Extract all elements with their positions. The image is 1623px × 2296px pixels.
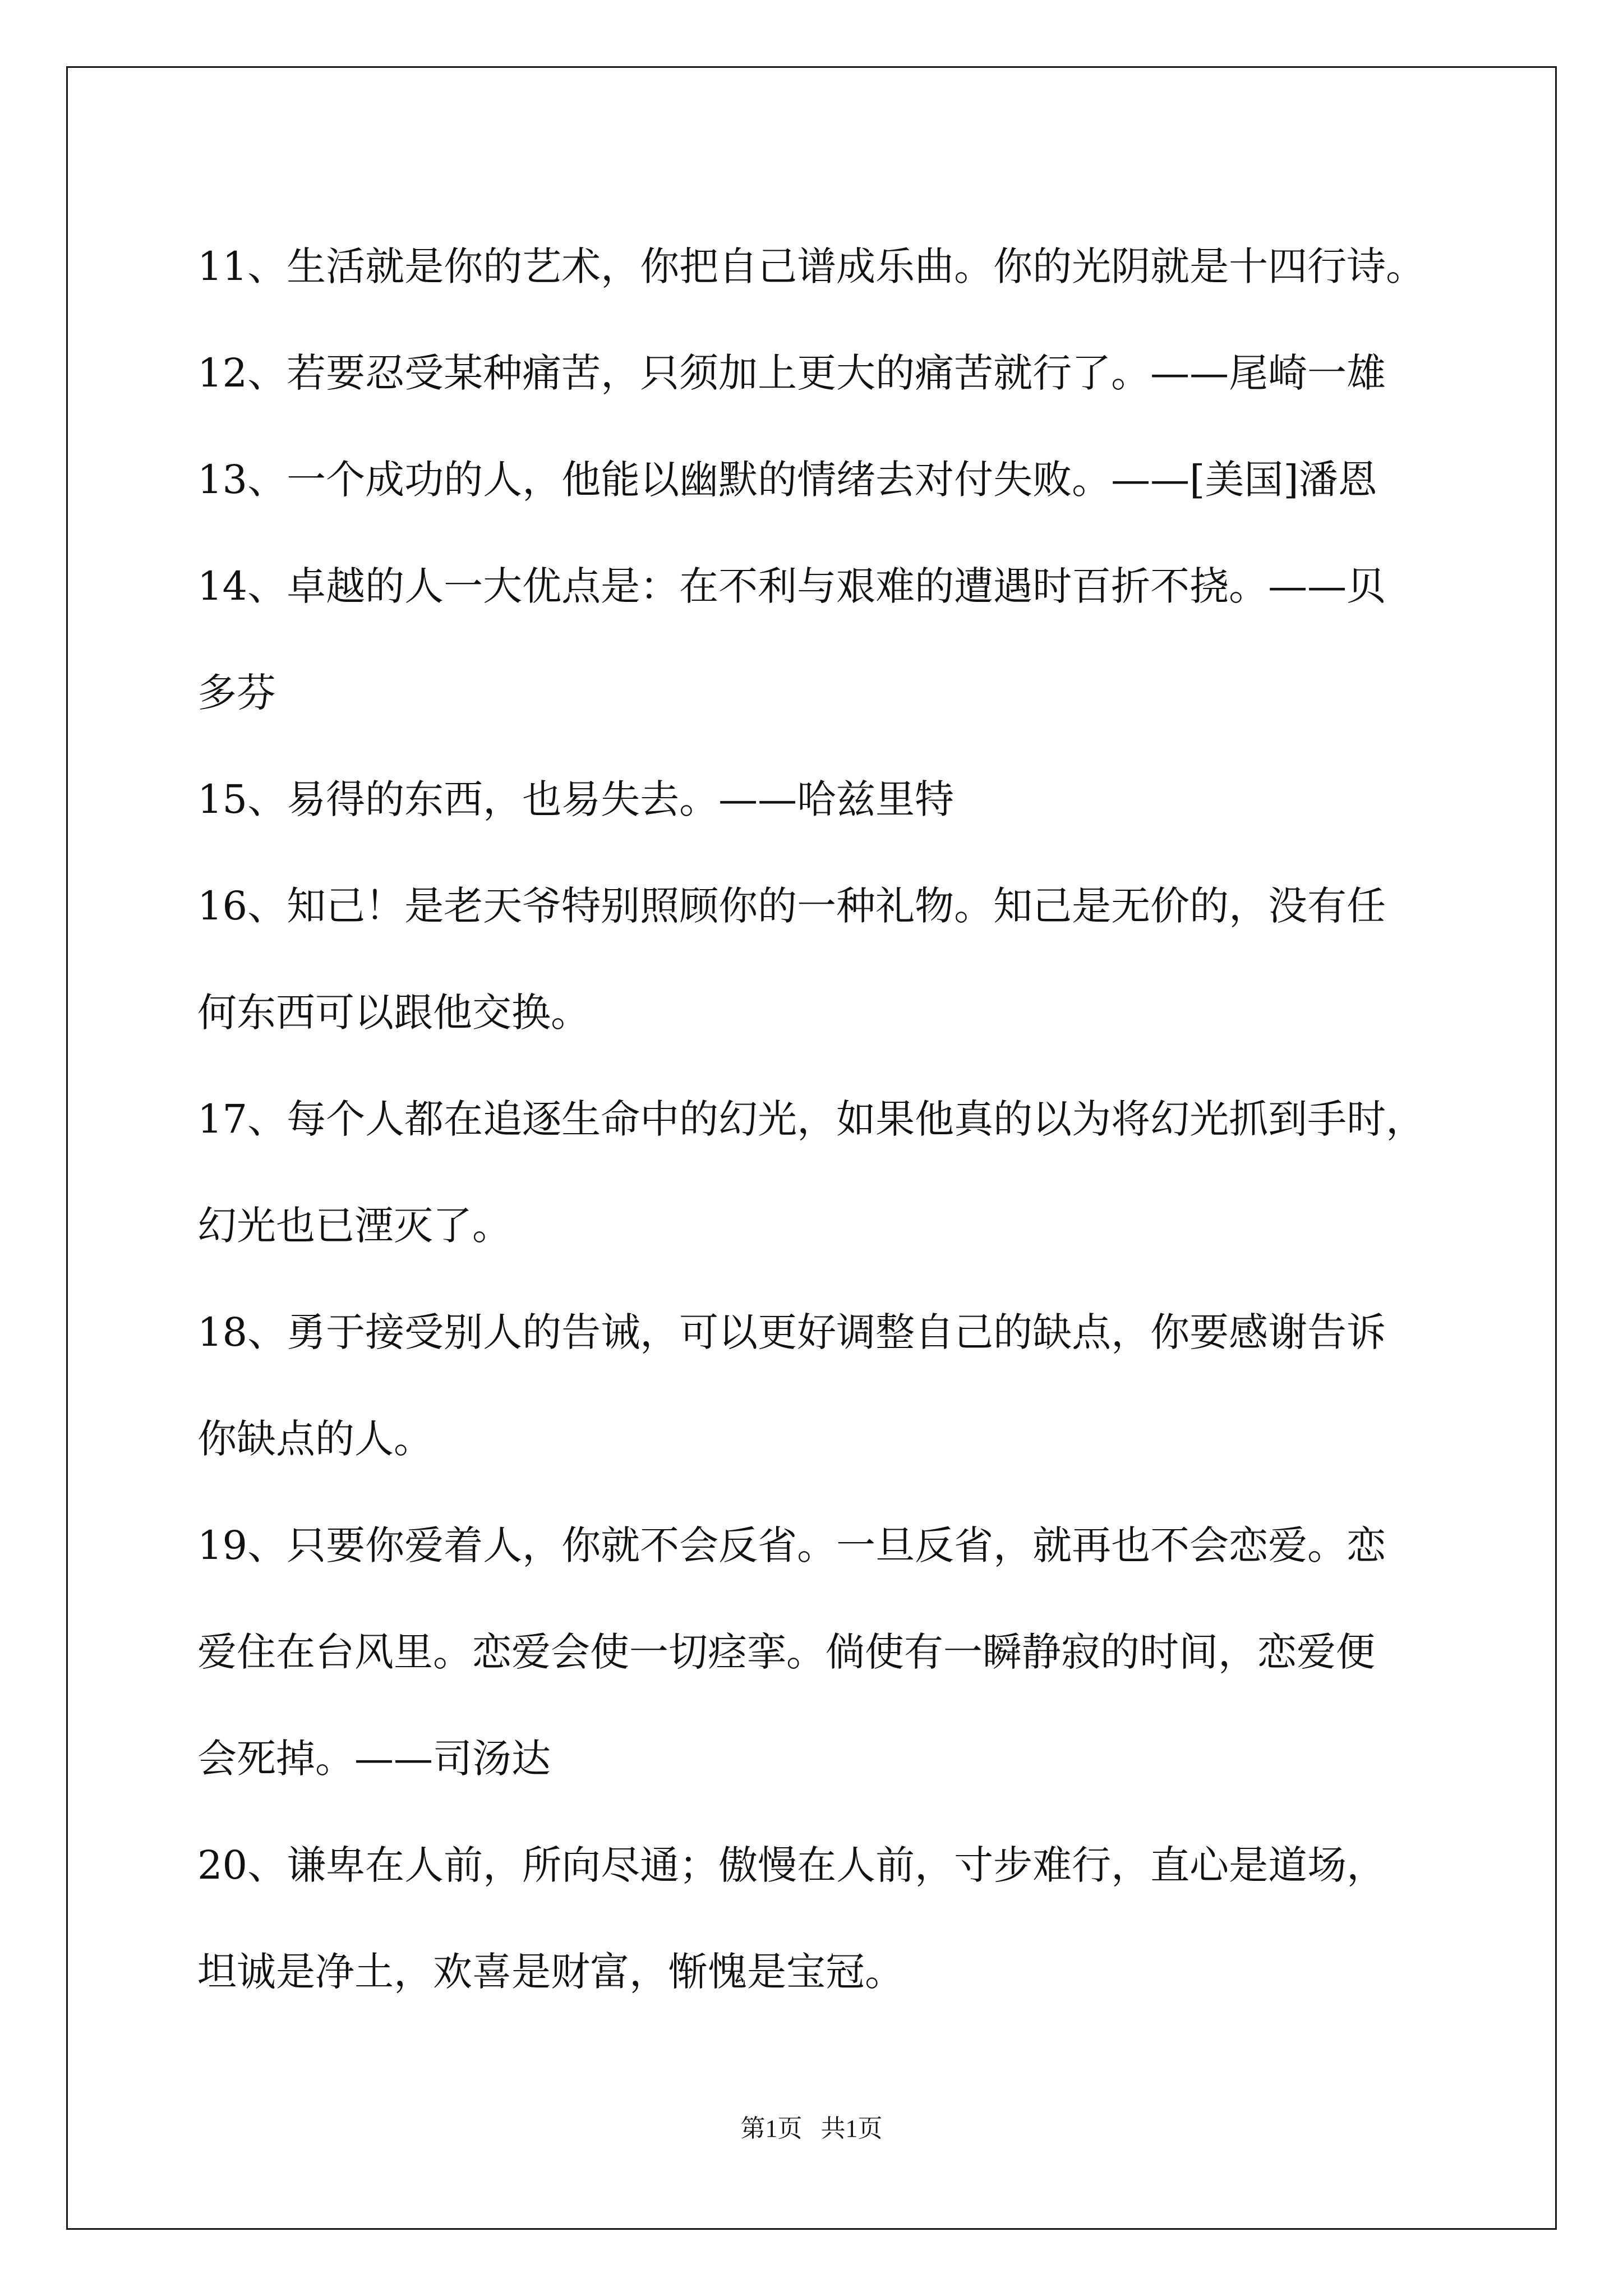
text-line: 何东西可以跟他交换。: [197, 990, 590, 1036]
text-line: 16、知己！是老天爷特别照顾你的一种礼物。知己是无价的，没有任: [197, 883, 1386, 929]
text-line: 你缺点的人。: [197, 1416, 433, 1462]
text-line: 爱住在台风里。恋爱会使一切痉挛。倘使有一瞬静寂的时间，恋爱便: [197, 1629, 1375, 1675]
text-line: 18、勇于接受别人的告诫，可以更好调整自己的缺点，你要感谢告诉: [197, 1309, 1386, 1355]
text-line: 坦诚是净土，欢喜是财富，惭愧是宝冠。: [197, 1949, 904, 1995]
text-line: 15、易得的东西，也易失去。——哈兹里特: [197, 776, 955, 822]
text-line: 会死掉。——司汤达: [197, 1736, 551, 1782]
text-line: 13、一个成功的人，他能以幽默的情绪去对付失败。——[美国]潘恩: [197, 457, 1377, 503]
text-line: 17、每个人都在追逐生命中的幻光，如果他真的以为将幻光抓到手时，: [197, 1096, 1426, 1142]
text-line: 20、谦卑在人前，所向尽通；傲慢在人前，寸步难行，直心是道场，: [197, 1842, 1386, 1888]
text-line: 14、卓越的人一大优点是：在不利与艰难的遭遇时百折不挠。——贝: [197, 563, 1386, 609]
text-line: 12、若要忍受某种痛苦，只须加上更大的痛苦就行了。——尾崎一雄: [197, 350, 1386, 396]
page-number-footer: 第1页 共1页: [740, 2115, 883, 2142]
text-line: 11、生活就是你的艺术，你把自己谱成乐曲。你的光阴就是十四行诗。: [197, 243, 1426, 289]
text-line: 多芬: [197, 670, 276, 716]
text-line: 幻光也已湮灭了。: [197, 1203, 511, 1249]
document-body: [197, 213, 1459, 2025]
text-line: 19、只要你爱着人，你就不会反省。一旦反省，就再也不会恋爱。恋: [197, 1522, 1386, 1568]
